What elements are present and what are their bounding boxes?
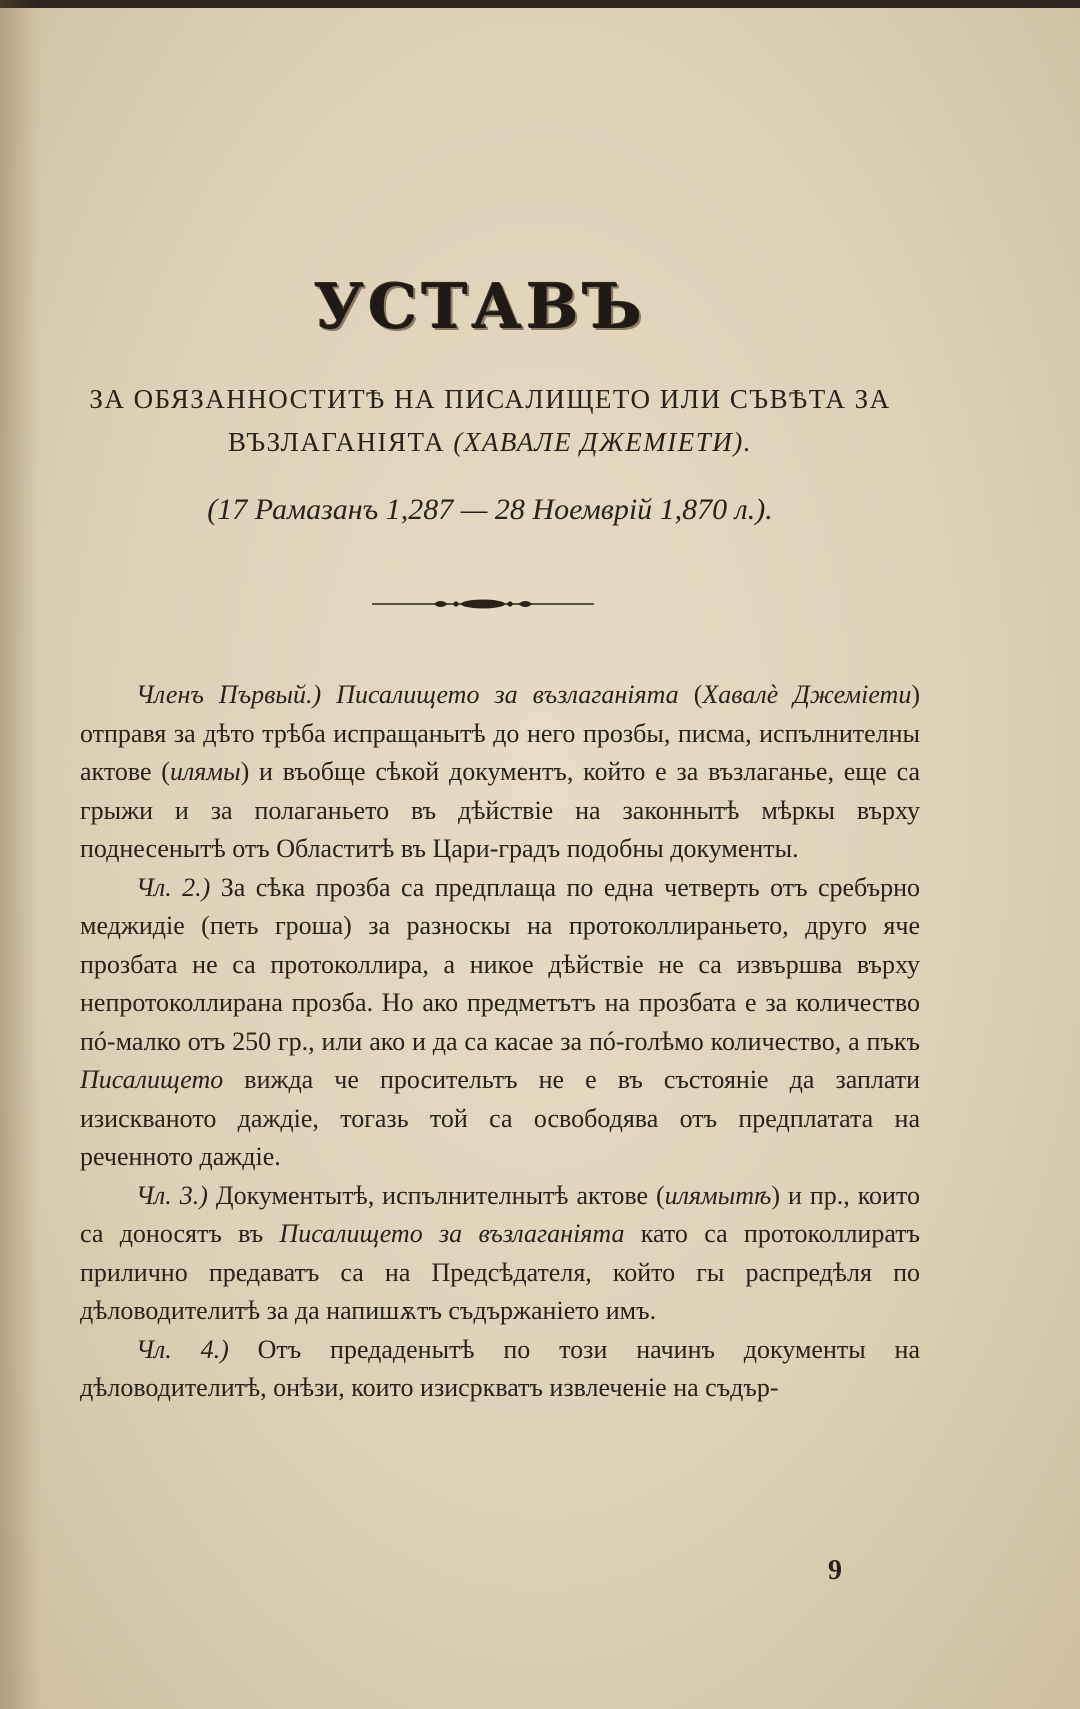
- italic-text: Писалището: [80, 1065, 224, 1094]
- top-edge-shadow: [0, 0, 1080, 8]
- binding-shadow: [0, 0, 40, 1709]
- article-paragraph: [80, 676, 920, 869]
- body-text: [321, 680, 336, 709]
- body-text: За сѣка прозба са предплаща по една четверть отъ сребърно меджидіе (петь гроша) за разноскы на протоколлираньето, друго яче прозбата не са протоколлира, а никое дѣйствіе не са извършва върху непротоколлирана прозба. Но ако предметътъ на прозбата е за количество пó-малко отъ 250 гр., или ако и да са касае за пó-голѣмо количество, а пъкъ: [80, 872, 920, 1056]
- article-paragraph: [80, 1331, 920, 1408]
- ornament-divider: [372, 596, 594, 612]
- body-text: ) и въобще сѣкой документъ, който е за възлаганье, еще са грыжи и за полаганьето въ дѣйствіе на законнытѣ мѣркы върху поднесенытѣ отъ Областитѣ въ Цари-градъ подобны документы.: [80, 757, 920, 863]
- subtitle-line-2-plain: ВЪЗЛАГАНІЯТА: [228, 427, 446, 457]
- body-text: Отъ предаденытѣ по този начинъ документы на дѣловодителитѣ, онѣзи, които изисркватъ извлеченіе на съдър-: [80, 1334, 920, 1402]
- article-body: [80, 676, 920, 1408]
- page-title: УСТАВЪ: [313, 270, 646, 343]
- subtitle-line-2-italic: (ХАВАЛЕ ДЖЕМІЕТИ).: [453, 427, 752, 457]
- italic-text: илямытѣ: [664, 1180, 772, 1210]
- page-number: 9: [828, 1555, 842, 1586]
- body-text: Документытѣ, испълнителнытѣ актове (: [207, 1180, 665, 1210]
- article-label: Чл. 4.): [136, 1334, 229, 1364]
- body-text: (: [678, 680, 703, 709]
- subtitle-line-2: [60, 421, 920, 464]
- body-text: ) и пр., които са доносятъ въ: [80, 1180, 920, 1248]
- italic-text: Хавалѐ Джеміети: [702, 680, 912, 709]
- body-text: като са протоколлиратъ прилично предаватъ са на Предсѣдателя, който гы распредѣля по дѣловодителитѣ за да напишѫтъ съдържаніето имъ.: [80, 1219, 920, 1325]
- article-paragraph: [80, 869, 920, 1177]
- italic-text: Писалището за възлаганіята: [336, 680, 679, 709]
- article-label: Чл. 3.): [136, 1180, 208, 1210]
- date-line: (17 Рамазанъ 1,287 — 28 Ноемврій 1,870 л.).: [207, 493, 773, 526]
- italic-text: илямы: [169, 757, 241, 786]
- article-label: Членъ Първый.): [136, 680, 322, 709]
- subtitle-line-1: ЗА ОБЯЗАННОСТИТѢ НА ПИСАЛИЩЕТО ИЛИ СЪВѢТА ЗА: [89, 384, 891, 414]
- body-text: ) отправя за дѣто трѣба испращанытѣ до него прозбы, писма, испълнителны актове (: [80, 680, 921, 786]
- subtitle: [60, 378, 920, 464]
- body-text: вижда че просительтъ не е въ състояніе да заплати изискваното даждіе, тогазь той са освободява отъ предплатата на реченното даждіе.: [80, 1065, 920, 1171]
- italic-text: Писалището за възлаганіята: [279, 1219, 625, 1248]
- article-label: Чл. 2.): [136, 872, 211, 902]
- article-paragraph: [80, 1177, 920, 1331]
